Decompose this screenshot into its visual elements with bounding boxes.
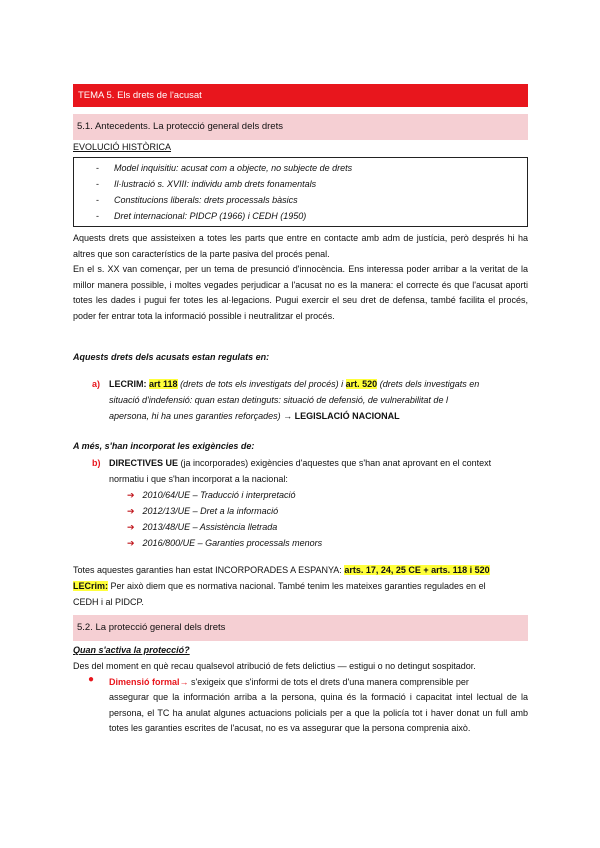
directive-item: ➔ 2010/64/UE – Traducció i interpretació	[127, 490, 296, 500]
regulated-heading: Aquests drets dels acusats estan regulats en:	[73, 352, 270, 362]
section-heading-5-2: 5.2. La protecció general dels drets	[73, 615, 528, 641]
lecrim-line-3: apersona, hi ha unes garanties reforçades) → LEGISLACIÓ NACIONAL	[109, 411, 400, 421]
directives-line-1: DIRECTIVES UE (ja incorporades) exigències d'aquestes que s'han anat aprovant en el context	[109, 458, 492, 468]
paragraph-presumption: En el s. XX van començar, per un tema de presunció d'innocència. Ens interessa poder arribar a la veritat de la millor manera possible, i moltes vegades perjudicar a l'acusat no es la manera: el correcte és que l'acusat aporti totes les dades i pugui fer totes les al·legacions. Pugui exercir el seu dret de defensa, també facilita el procés, poder fer entrar tota la informació possible i neutralitzar el procés.	[73, 264, 528, 321]
list-marker-a: a)	[92, 379, 101, 389]
art-520-highlight: art. 520	[345, 379, 378, 389]
document-title: TEMA 5. Els drets de l'acusat	[73, 84, 528, 107]
directive-item: ➔ 2012/13/UE – Dret a la informació	[127, 506, 279, 516]
closing-line-3: CEDH i al PIDCP.	[73, 597, 144, 607]
closing-line-1: Totes aquestes garanties han estat INCORPORADES A ESPANYA: arts. 17, 24, 25 CE + arts. 118 i 520	[73, 565, 490, 575]
constitution-articles-highlight: arts. 17, 24, 25 CE + arts. 118 i 520	[344, 565, 490, 575]
art-118-highlight: art 118	[149, 379, 178, 389]
also-heading: A més, s'han incorporat les exigències de:	[73, 441, 255, 451]
historical-evolution-heading: EVOLUCIÓ HISTÒRICA	[73, 142, 172, 152]
paragraph-rights-parties: Aquests drets que assisteixen a totes les parts que entre en contacte amb adm de justícia, però després hi ha altres que son característics de la parte pasiva del procés penal.	[73, 233, 528, 259]
section-heading-5-1: 5.1. Antecedents. La protecció general dels drets	[73, 114, 528, 140]
lecrim-line-1: LECRIM: art 118 (drets de tots els investigats del procés) i art. 520 (drets dels investigats en	[109, 379, 480, 389]
lecrim-line-2: situació d'indefensió: quan estan detinguts: situació de defensió, de vulnerabilitat de l	[109, 395, 448, 405]
activation-answer: Des del moment en què recau qualsevol atribució de fets delictius — estigui o no detingut sospitador.	[73, 661, 476, 671]
history-box: - Model inquisitiu: acusat com a objecte, no subjecte de drets - Il·lustració s. XVIII: individu amb drets fonamentals - Constitucions liberals: drets processals bàsics - Dret internacional: PIDCP (1966) i CEDH (1950)	[73, 157, 528, 227]
list-marker-b: b)	[92, 458, 101, 468]
directives-line-2: normatiu i que s'han incorporat a la nacional:	[109, 474, 288, 484]
closing-line-2: LECrim: Per això diem que es normativa nacional. També tenim les mateixes garanties regulades en el	[73, 581, 486, 591]
arrow-icon: ➔	[127, 522, 135, 532]
formal-dimension-line-1: Dimensió formal→ s'exigeix que s'informi de tots el drets d'una manera comprensible per	[109, 677, 469, 687]
directive-item: ➔ 2013/48/UE – Assistència lletrada	[127, 522, 278, 532]
bullet-icon: ●	[88, 674, 95, 685]
directive-item: ➔ 2016/800/UE – Garanties processals menors	[127, 538, 323, 548]
formal-dimension-rest: assegurar que la información arriba a la persona, quina és la formació i capacitat intel lectual de la persona, el TC ha anulat algunes actuacions policials per a que la policía tot i haver donat un full amb totes les garanties escrites de l'acusat, no es va assegurar que la persona comprenia això.	[109, 692, 528, 734]
arrow-icon: ➔	[127, 506, 135, 516]
arrow-icon: ➔	[127, 538, 135, 548]
arrow-icon: ➔	[127, 490, 135, 500]
activation-question: Quan s'activa la protecció?	[73, 645, 190, 655]
